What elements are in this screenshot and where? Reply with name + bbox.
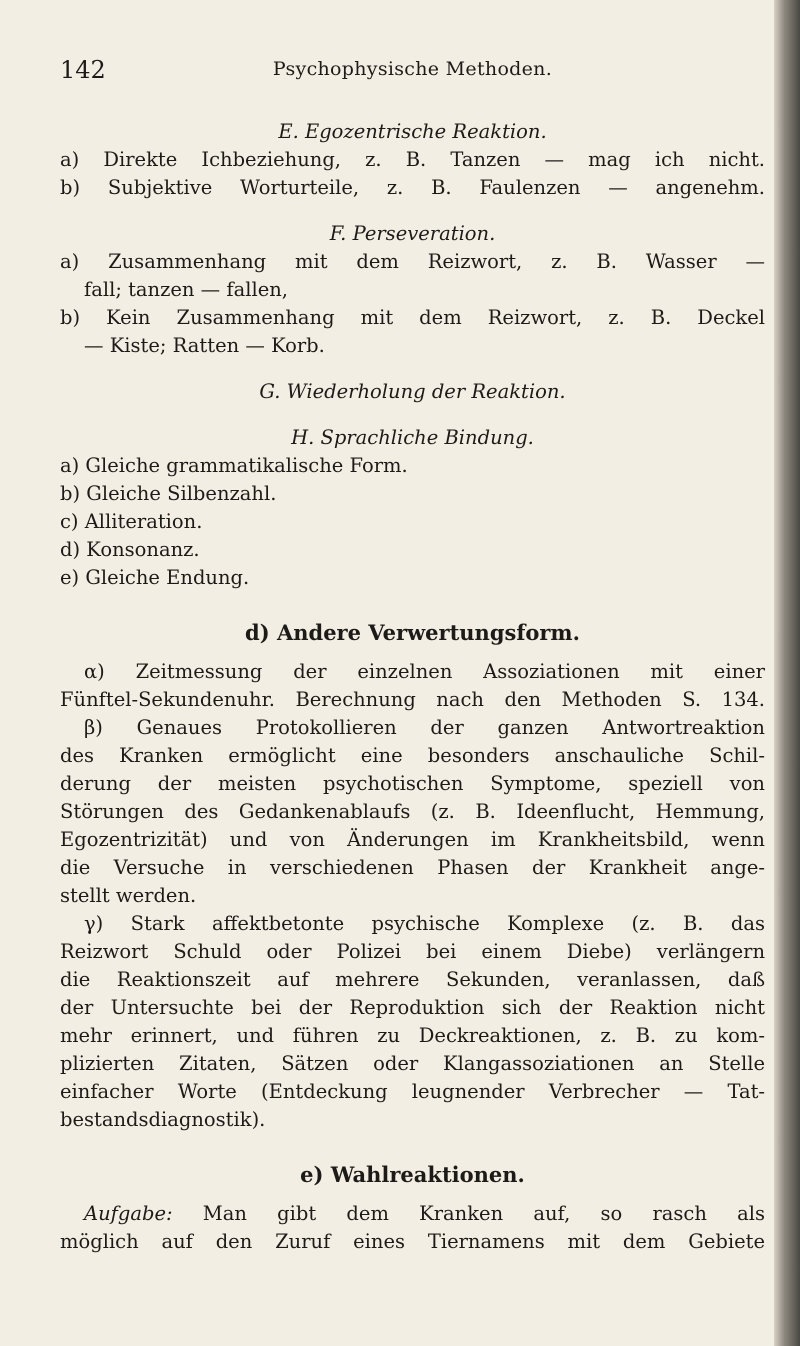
task-label: Aufgabe: <box>84 1202 173 1225</box>
page-edge-shadow <box>774 0 800 1346</box>
paragraph-line: mehr erinnert, und führen zu Deckreaktionen, z. B. zu kom- <box>60 1024 765 1047</box>
list-item: a) Zusammenhang mit dem Reizwort, z. B. Wasser — <box>60 250 765 273</box>
paragraph-line: möglich auf den Zuruf eines Tiernamens mit dem Gebiete <box>60 1230 765 1253</box>
heading-g: G. Wiederholung der Reaktion. <box>259 380 566 403</box>
page-number: 142 <box>60 56 106 84</box>
paragraph-line <box>60 1200 765 1228</box>
task-text: Man gibt dem Kranken auf, so rasch als <box>202 1202 765 1225</box>
list-item-continuation: fall; tanzen — fallen, <box>84 278 288 301</box>
paragraph-line: des Kranken ermöglicht eine besonders anschauliche Schil- <box>60 744 765 767</box>
list-item: d) Konsonanz. <box>60 538 200 561</box>
heading-e: E. Egozentrische Reaktion. <box>278 120 547 143</box>
paragraph-line: der Untersuchte bei der Reproduktion sich der Reaktion nicht <box>60 996 765 1019</box>
paragraph-line: bestandsdiagnostik). <box>60 1108 266 1131</box>
running-title: Psychophysische Methoden. <box>272 58 553 80</box>
section-heading-e: e) Wahlreaktionen. <box>300 1162 525 1187</box>
paragraph-line: β) Genaues Protokollieren der ganzen Antwortreaktion <box>84 716 765 739</box>
paragraph-line: die Reaktionszeit auf mehrere Sekunden, veranlassen, daß <box>60 968 765 991</box>
paragraph-line: α) Zeitmessung der einzelnen Assoziationen mit einer <box>84 660 765 683</box>
list-item: c) Alliteration. <box>60 510 203 533</box>
heading-h: H. Sprachliche Bindung. <box>291 426 534 449</box>
paragraph-line: Fünftel-Sekundenuhr. Berechnung nach den Methoden S. 134. <box>60 688 765 711</box>
paragraph-line: einfacher Worte (Entdeckung leugnender Verbrecher — Tat- <box>60 1080 765 1103</box>
paragraph-line: derung der meisten psychotischen Symptome, speziell von <box>60 772 765 795</box>
list-item: a) Direkte Ichbeziehung, z. B. Tanzen — mag ich nicht. <box>60 148 765 171</box>
paragraph-line: Störungen des Gedankenablaufs (z. B. Ideenflucht, Hemmung, <box>60 800 765 823</box>
paragraph-line: Egozentrizität) und von Änderungen im Krankheitsbild, wenn <box>60 828 765 851</box>
list-item: b) Gleiche Silbenzahl. <box>60 482 277 505</box>
page-header <box>60 56 765 92</box>
paragraph-line: die Versuche in verschiedenen Phasen der Krankheit ange- <box>60 856 765 879</box>
list-item: b) Subjektive Worturteile, z. B. Faulenzen — angenehm. <box>60 176 765 199</box>
paragraph-line: Reizwort Schuld oder Polizei bei einem Diebe) verlängern <box>60 940 765 963</box>
heading-f: F. Perseveration. <box>329 222 496 245</box>
paragraph-line: γ) Stark affektbetonte psychische Komplexe (z. B. das <box>84 912 765 935</box>
section-heading-d: d) Andere Verwertungsform. <box>245 620 580 645</box>
list-item-continuation: — Kiste; Ratten — Korb. <box>84 334 325 357</box>
page-body <box>60 118 765 1256</box>
paragraph-line: plizierten Zitaten, Sätzen oder Klangassoziationen an Stelle <box>60 1052 765 1075</box>
list-item: b) Kein Zusammenhang mit dem Reizwort, z. B. Deckel <box>60 306 765 329</box>
list-item: a) Gleiche grammatikalische Form. <box>60 454 408 477</box>
list-item: e) Gleiche Endung. <box>60 566 250 589</box>
paragraph-line: stellt werden. <box>60 884 197 907</box>
